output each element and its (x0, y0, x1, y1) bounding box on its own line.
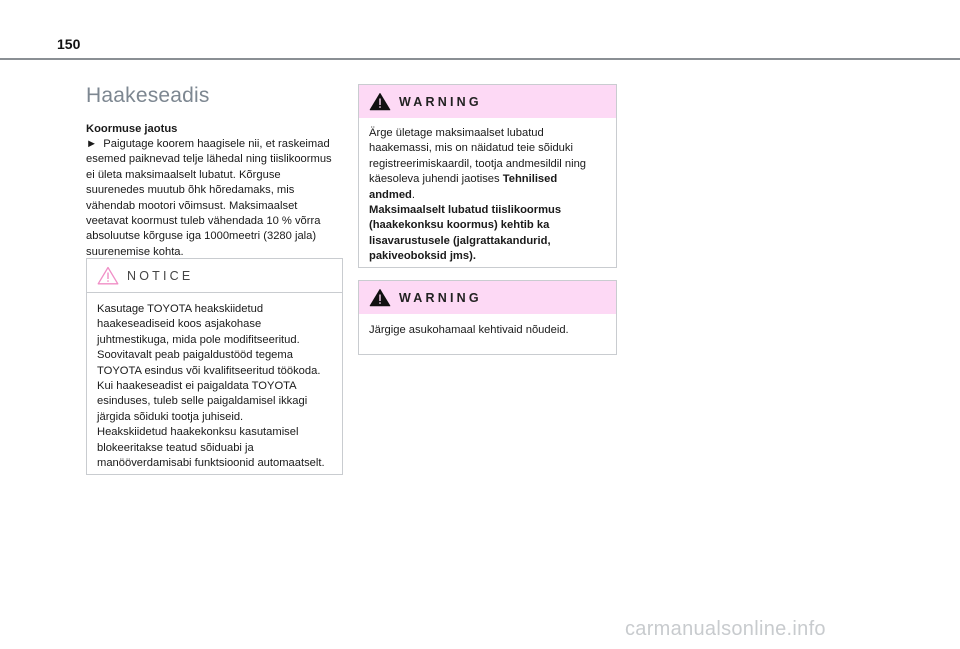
left-column (86, 84, 342, 260)
notice-box (86, 258, 343, 475)
sub-heading: Koormuse jaotus (86, 123, 178, 135)
warning-label-1: WARNING (399, 94, 482, 109)
warning-body-1 (359, 118, 616, 273)
bullet-arrow-icon: ► (86, 138, 98, 150)
notice-label: NOTICE (127, 268, 194, 283)
notice-body (87, 293, 342, 479)
site-watermark: carmanualsonline.info (625, 618, 826, 640)
warning-text: Ärge ületage maksimaalset lubatud haakemassi, mis on näidatud teie sõiduki registreerimiskaardil, tootja andmesildil ning käesoleva juhendi jaotises (369, 127, 587, 186)
warning-triangle-filled-icon (369, 288, 391, 307)
warning-header-1 (359, 85, 616, 118)
notice-paragraph-1: Kasutage TOYOTA heakskiidetud haakeseadiseid koos asjakohase juhtmestikuga, mida pole modifitseeritud. Soovitavalt peab paigaldustööd tegema TOYOTA esindus või kvalifitseeritud töökoda. Kui haakeseadist ei paigaldata TOYOTA esinduses, tuleb selle paigaldamisel ikkagi järgida sõiduki tootja juhiseid. (97, 303, 321, 423)
warning-text-end: . (411, 188, 416, 201)
warning-box-1 (358, 84, 617, 268)
header-rule (0, 58, 960, 60)
section-title: Haakeseadis (86, 84, 210, 107)
page-number: 150 (57, 36, 81, 52)
warning-header-2 (359, 281, 616, 314)
warning-triangle-outline-icon (97, 266, 119, 285)
warning-bold-paragraph: Maksimaalselt lubatud tiislikoormus (haakekonksu koormus) kehtib ka lisavarustusele (jalgrattakandurid, pakiveoboksid jms). (369, 204, 562, 263)
warning-body-2 (359, 314, 616, 346)
warning-triangle-filled-icon (369, 92, 391, 111)
notice-paragraph-2: Heakskiidetud haakekonksu kasutamisel blokeeritakse teatud sõiduabi ja manööverdamisabi funktsioonid automaatselt. (97, 426, 325, 470)
warning-paragraph-1 (369, 126, 606, 203)
notice-header (87, 259, 342, 293)
load-distribution-paragraph (86, 137, 342, 260)
paragraph-text: Paigutage koorem haagisele nii, et raskeimad esemed paiknevad telje lähedal ning tiislikoormus ei ületa maksimaalselt lubatut. Kõrguse suurenedes muutub õhk hõredamaks, mis vähendab mootori võimsust. Maksimaalset veetavat koormust tuleb vähendada 10 % võrra absoluutse kõrguse iga 1000meetri (3280 jala) suurenemise kohta. (86, 138, 332, 258)
warning-label-2: WARNING (399, 290, 482, 305)
warning-2-text: Järgige asukohamaal kehtivaid nõudeid. (369, 324, 569, 336)
warning-box-2 (358, 280, 617, 355)
spec-section-reference: Tehnilised andmed (369, 173, 558, 201)
